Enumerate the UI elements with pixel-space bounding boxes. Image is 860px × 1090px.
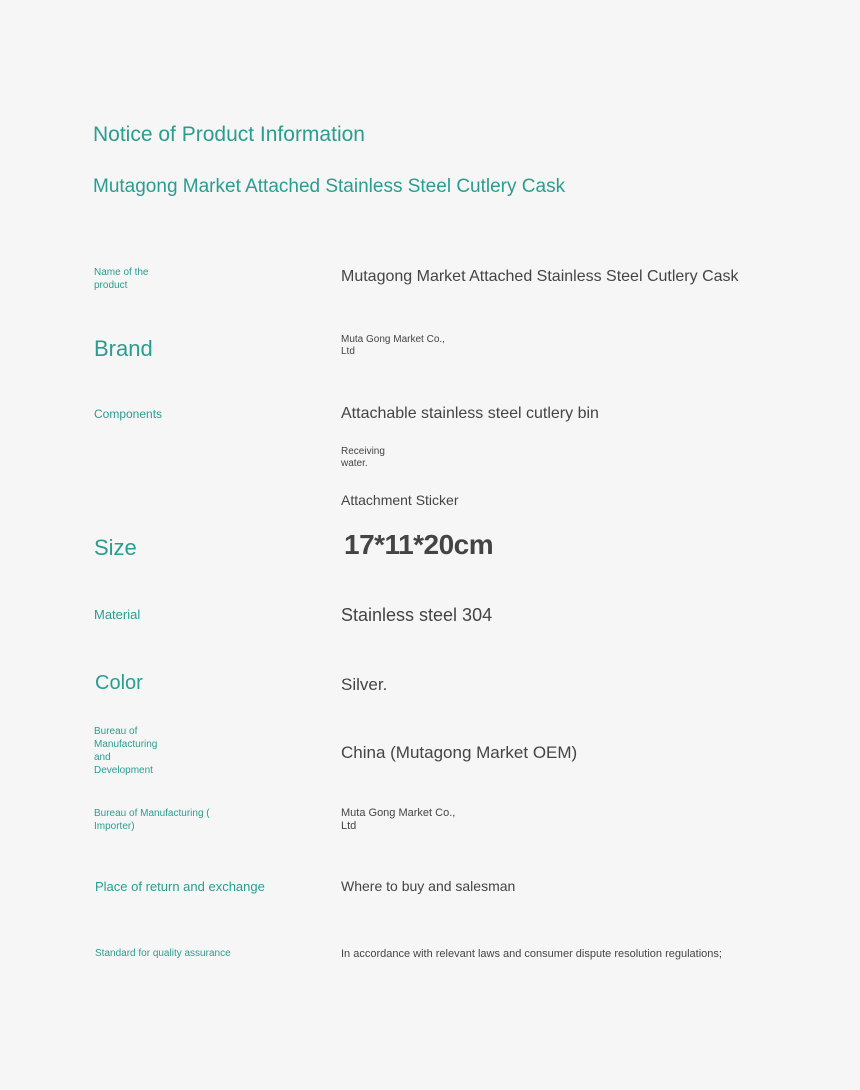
label-manufacturing: Bureau of Manufacturing and Development xyxy=(94,726,158,776)
value-quality: In accordance with relevant laws and consumer dispute resolution regulations; xyxy=(341,948,722,960)
notice-title: Notice of Product Information xyxy=(93,123,365,146)
label-quality: Standard for quality assurance xyxy=(95,948,231,959)
value-size: 17*11*20cm xyxy=(344,529,494,560)
label-size: Size xyxy=(94,535,137,560)
product-title: Mutagong Market Attached Stainless Steel Cutlery Cask xyxy=(93,176,566,197)
value-importer: Muta Gong Market Co., Ltd xyxy=(341,807,456,832)
value-component-1: Attachable stainless steel cutlery bin xyxy=(341,405,599,422)
value-brand: Muta Gong Market Co., Ltd xyxy=(341,334,445,357)
label-color: Color xyxy=(95,672,143,694)
value-component-2: Receiving water. xyxy=(341,446,385,469)
label-components: Components xyxy=(94,407,163,421)
label-name: Name of the product xyxy=(94,267,149,291)
value-return: Where to buy and salesman xyxy=(341,878,516,894)
label-material: Material xyxy=(94,607,141,622)
value-manufacturing: China (Mutagong Market OEM) xyxy=(341,743,578,762)
value-color: Silver. xyxy=(341,675,388,694)
label-importer: Bureau of Manufacturing ( Importer) xyxy=(94,808,210,832)
label-brand: Brand xyxy=(94,336,153,361)
label-return: Place of return and exchange xyxy=(95,879,265,894)
value-component-3: Attachment Sticker xyxy=(341,492,459,508)
value-name: Mutagong Market Attached Stainless Steel Cutlery Cask xyxy=(341,268,739,285)
value-material: Stainless steel 304 xyxy=(341,605,493,625)
